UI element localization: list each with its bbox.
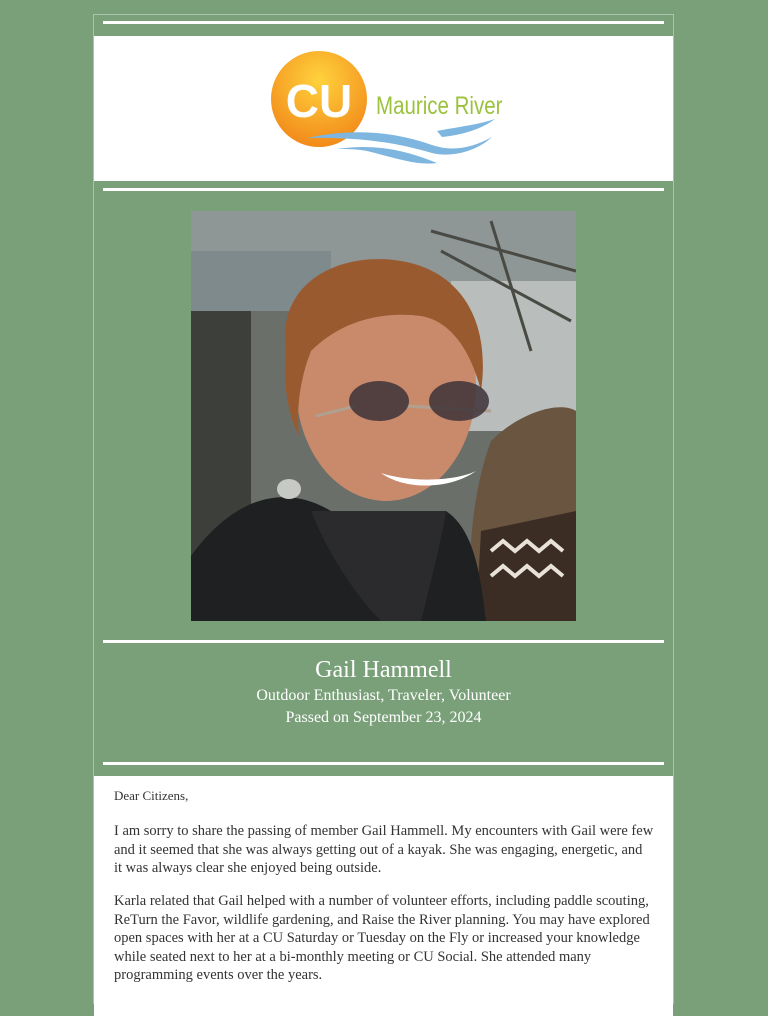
newsletter-frame: [93, 14, 674, 1004]
divider: [103, 762, 664, 765]
divider: [103, 640, 664, 643]
letter-body: [94, 776, 673, 1016]
logo-initials: CU: [285, 75, 353, 127]
memorial-caption: [94, 655, 673, 729]
river-wave-icon: [437, 119, 495, 137]
memorial-photo: [191, 211, 576, 621]
logo[interactable]: [267, 45, 503, 175]
letter-paragraph: Karla related that Gail helped with a number of volunteer efforts, including paddle scouting, ReTurn the Favor, wildlife gardening, and Raise the River planning. You may have explored open spaces with her at a CU Saturday or Tuesday on the Fly or increased your knowledge while seated next to her at a bi-monthly meeting or CU Social. She attended many programming events over the years.: [114, 893, 650, 983]
letter-paragraph: I am sorry to share the passing of member Gail Hammell. My encounters with Gail were few and it seemed that she was always getting out of a kayak. She was engaging, energetic, and it was always clear she enjoyed being outside.: [114, 823, 654, 876]
divider: [103, 188, 664, 191]
letter-greeting: Dear Citizens,: [114, 788, 189, 803]
memorial-passed-date: Passed on September 23, 2024: [285, 709, 482, 726]
portrait-image: [191, 211, 576, 621]
memorial-name: Gail Hammell: [315, 657, 452, 683]
logo-name: Maurice River: [376, 92, 503, 120]
memorial-description: Outdoor Enthusiast, Traveler, Volunteer: [256, 687, 511, 704]
header: [94, 36, 673, 181]
divider: [103, 21, 664, 24]
